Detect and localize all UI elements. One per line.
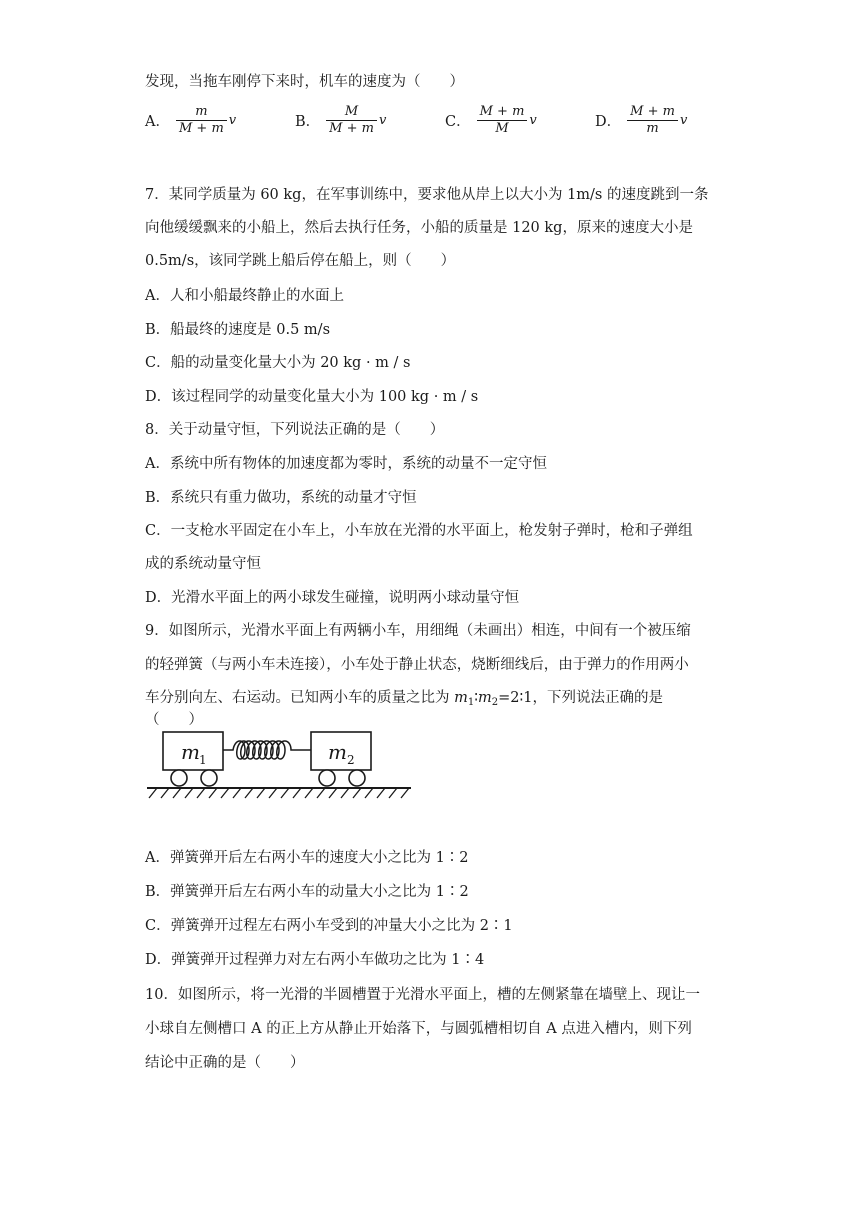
q9-option-d: D．弹簧弹开过程弹力对左右两小车做功之比为 1∶4 bbox=[145, 952, 485, 968]
fraction: $\frac{M}{M + m}$ bbox=[326, 104, 377, 137]
wheel bbox=[201, 770, 217, 786]
q6-tail: 发现，当拖车刚停下来时，机车的速度为（ ） bbox=[145, 74, 464, 90]
q8-stem: 8．关于动量守恒，下列说法正确的是（ ） bbox=[145, 422, 445, 438]
q9-option-a: A．弹簧弹开后左右两小车的速度大小之比为 1∶2 bbox=[145, 850, 469, 866]
q8-option-c: C．一支枪水平固定在小车上，小车放在光滑的水平面上，枪发射子弹时，枪和子弹组 bbox=[145, 523, 693, 539]
q8-option-b: B．系统只有重力做功，系统的动量才守恒 bbox=[145, 490, 417, 506]
q7-line: 0.5m/s，该同学跳上船后停在船上，则（ ） bbox=[145, 253, 456, 269]
q7-line: 7．某同学质量为 60 kg，在军事训练中，要求他从岸上以大小为 1m/s 的速度跳到一条 bbox=[145, 187, 709, 203]
q8-option-d: D．光滑水平面上的两小球发生碰撞，说明两小球动量守恒 bbox=[145, 590, 520, 606]
q10-line: 小球自左侧槽口 A 的正上方从静止开始落下，与圆弧槽相切自 A 点进入槽内，则下列 bbox=[145, 1021, 692, 1037]
wheel bbox=[349, 770, 365, 786]
fraction: $\frac{m}{M + m}$ bbox=[176, 104, 227, 137]
q9-line: 车分别向左、右运动。已知两小车的质量之比为 $m_1∶m_2=2∶1$，下列说法正确的是 bbox=[145, 690, 664, 708]
q6-option-b: B． $\frac{M}{M + m}$ v bbox=[295, 104, 387, 136]
ground-hatching bbox=[149, 788, 409, 798]
cart-m1-sub: 1 bbox=[199, 753, 207, 767]
q7-option-a: A．人和小船最终静止的水面上 bbox=[145, 288, 344, 304]
q8-option-c-cont: 成的系统动量守恒 bbox=[145, 556, 261, 572]
q7-option-c: C．船的动量变化量大小为 20 kg · m / s bbox=[145, 355, 411, 371]
cart-m2-label: m bbox=[328, 740, 347, 764]
q9-option-c: C．弹簧弹开过程左右两小车受到的冲量大小之比为 2∶1 bbox=[145, 918, 513, 934]
q6-option-d: D． $\frac{M + m}{m}$ v bbox=[595, 104, 688, 136]
q6-option-a: A． $\frac{m}{M + m}$ v bbox=[145, 104, 237, 136]
q9-line: （ ） bbox=[145, 712, 203, 728]
wheel bbox=[319, 770, 335, 786]
q9-option-b: B．弹簧弹开后左右两小车的动量大小之比为 1∶2 bbox=[145, 884, 469, 900]
fraction: $\frac{M + m}{m}$ bbox=[627, 104, 678, 137]
spring bbox=[223, 741, 311, 759]
q10-line: 10．如图所示，将一光滑的半圆槽置于光滑水平面上，槽的左侧紧靠在墙壁上、现让一 bbox=[145, 987, 700, 1003]
cart-m2-sub: 2 bbox=[347, 753, 355, 767]
q7-option-b: B．船最终的速度是 0.5 m/s bbox=[145, 322, 331, 338]
q9-line: 9．如图所示，光滑水平面上有两辆小车，用细绳（未画出）相连，中间有一个被压缩 bbox=[145, 623, 691, 639]
q10-line: 结论中正确的是（ ） bbox=[145, 1055, 305, 1071]
q6-option-c: C． $\frac{M + m}{M}$ v bbox=[445, 104, 537, 136]
two-carts-spring-diagram bbox=[145, 726, 415, 806]
q8-option-a: A．系统中所有物体的加速度都为零时，系统的动量不一定守恒 bbox=[145, 456, 547, 472]
cart-m1-label: m bbox=[181, 740, 200, 764]
q7-option-d: D．该过程同学的动量变化量大小为 100 kg · m / s bbox=[145, 389, 479, 405]
q7-line: 向他缓缓飘来的小船上，然后去执行任务，小船的质量是 120 kg，原来的速度大小是 bbox=[145, 220, 693, 236]
q9-line: 的轻弹簧（与两小车未连接），小车处于静止状态，烧断细线后，由于弹力的作用两小 bbox=[145, 657, 689, 673]
fraction: $\frac{M + m}{M}$ bbox=[477, 104, 528, 137]
wheel bbox=[171, 770, 187, 786]
